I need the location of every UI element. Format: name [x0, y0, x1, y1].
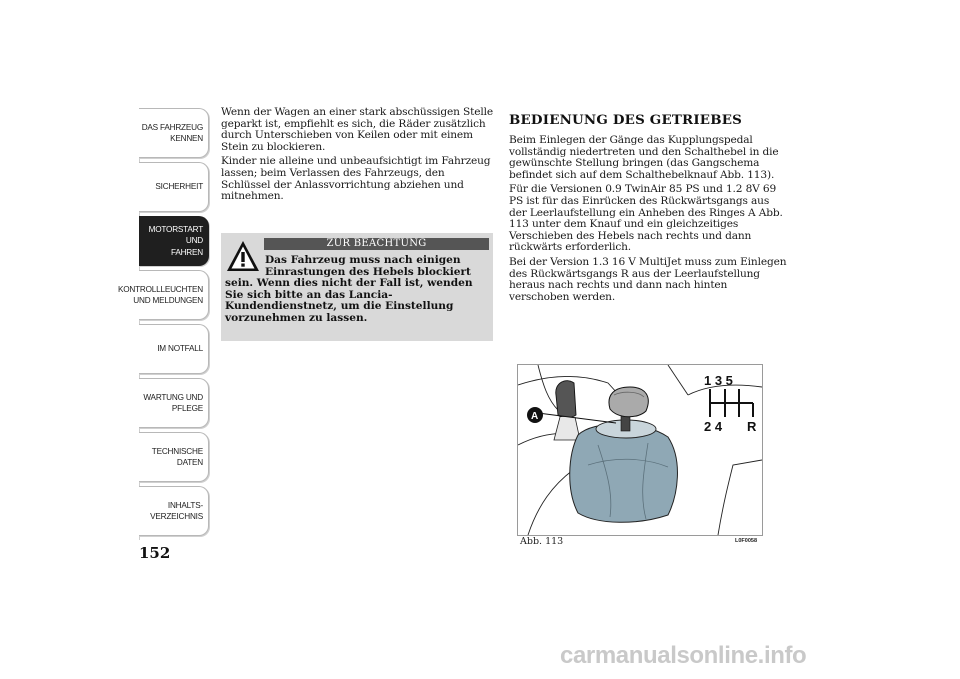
gear-pattern — [704, 373, 757, 434]
figure-code: L0F0058 — [735, 538, 758, 544]
tab-motorstart-und-fahren[interactable]: MOTORSTART UND FAHREN — [139, 216, 209, 266]
tab-kontrollleuchten[interactable]: KONTROLLLEUCHTEN UND MELDUNGEN — [139, 270, 209, 320]
warning-box — [221, 233, 493, 341]
warning-text — [225, 255, 489, 325]
tab-inhaltsverzeichnis[interactable]: INHALTS- VERZEICHNIS — [139, 486, 209, 536]
gear-label-top: 1 3 5 — [704, 373, 733, 388]
watermark: carmanualsonline.info — [560, 642, 807, 669]
tab-das-fahrzeug-kennen[interactable]: DAS FAHRZEUG KENNEN — [139, 108, 209, 158]
right-column — [509, 112, 789, 306]
gear-label-reverse: R — [747, 419, 757, 434]
gear-label-bottom-left: 2 4 — [704, 419, 723, 434]
callout-a-label: A — [531, 411, 539, 422]
warning-title: ZUR BEACHTUNG — [264, 238, 489, 250]
paragraph-reverse-twinair: Für die Versionen 0.9 TwinAir 85 PS und 1.2 8V 69 PS ist für das Einrücken des Rückwärtsgangs aus der Leerlaufstellung ein Anheben des Ringes A Abb. 113 unter dem Knauf und ein gleichzeitiges Verschieben des Hebels nach rechts und dann rückwärts erforderlich. — [509, 183, 783, 254]
paragraph-reverse-multijet: Bei der Version 1.3 16 V MultiJet muss zum Einlegen des Rückwärtsgangs R aus der Leerlaufstellung heraus nach rechts und dann nach hinten verschoben werden. — [509, 255, 787, 303]
tab-sicherheit[interactable]: SICHERHEIT — [139, 162, 209, 212]
warning-text-indented: Das Fahrzeug muss nach einigen Einrastungen des Hebels blockiert — [265, 254, 471, 278]
tab-technische-daten[interactable]: TECHNISCHE DATEN — [139, 432, 209, 482]
paragraph-shifting: Beim Einlegen der Gänge das Kupplungspedal vollständig niedertreten und den Schalthebel in die gewünschte Stellung bringen (das Gangschema befindet sich auf dem Schalthebelknauf Abb. 113). — [509, 134, 779, 181]
figure-gear-lever — [517, 364, 763, 536]
paragraph-parking: Wenn der Wagen an einer stark abschüssigen Stelle geparkt ist, empfiehlt es sich, die Räder zusätzlich durch Unterschieben von Keilen oder mit einem Stein zu blockieren. — [221, 106, 493, 153]
page-number: 152 — [139, 544, 171, 562]
figure-caption: Abb. 113 — [520, 536, 564, 547]
gear-lever-illustration — [518, 365, 762, 535]
tab-im-notfall[interactable]: IM NOTFALL — [139, 324, 209, 374]
left-column — [221, 107, 493, 206]
paragraph-children: Kinder nie alleine und unbeaufsichtigt im Fahrzeug lassen; beim Verlassen des Fahrzeugs, den Schlüssel der Anlassvorrichtung abziehen und mitnehmen. — [221, 155, 491, 203]
warning-text-rest: sein. Wenn dies nicht der Fall ist, wenden Sie sich bitte an das Lancia-Kundendienstnetz, um die Einstellung vorzunehmen zu lassen. — [225, 277, 473, 324]
tab-wartung-und-pflege[interactable]: WARTUNG UND PFLEGE — [139, 378, 209, 428]
section-heading: BEDIENUNG DES GETRIEBES — [509, 112, 743, 128]
